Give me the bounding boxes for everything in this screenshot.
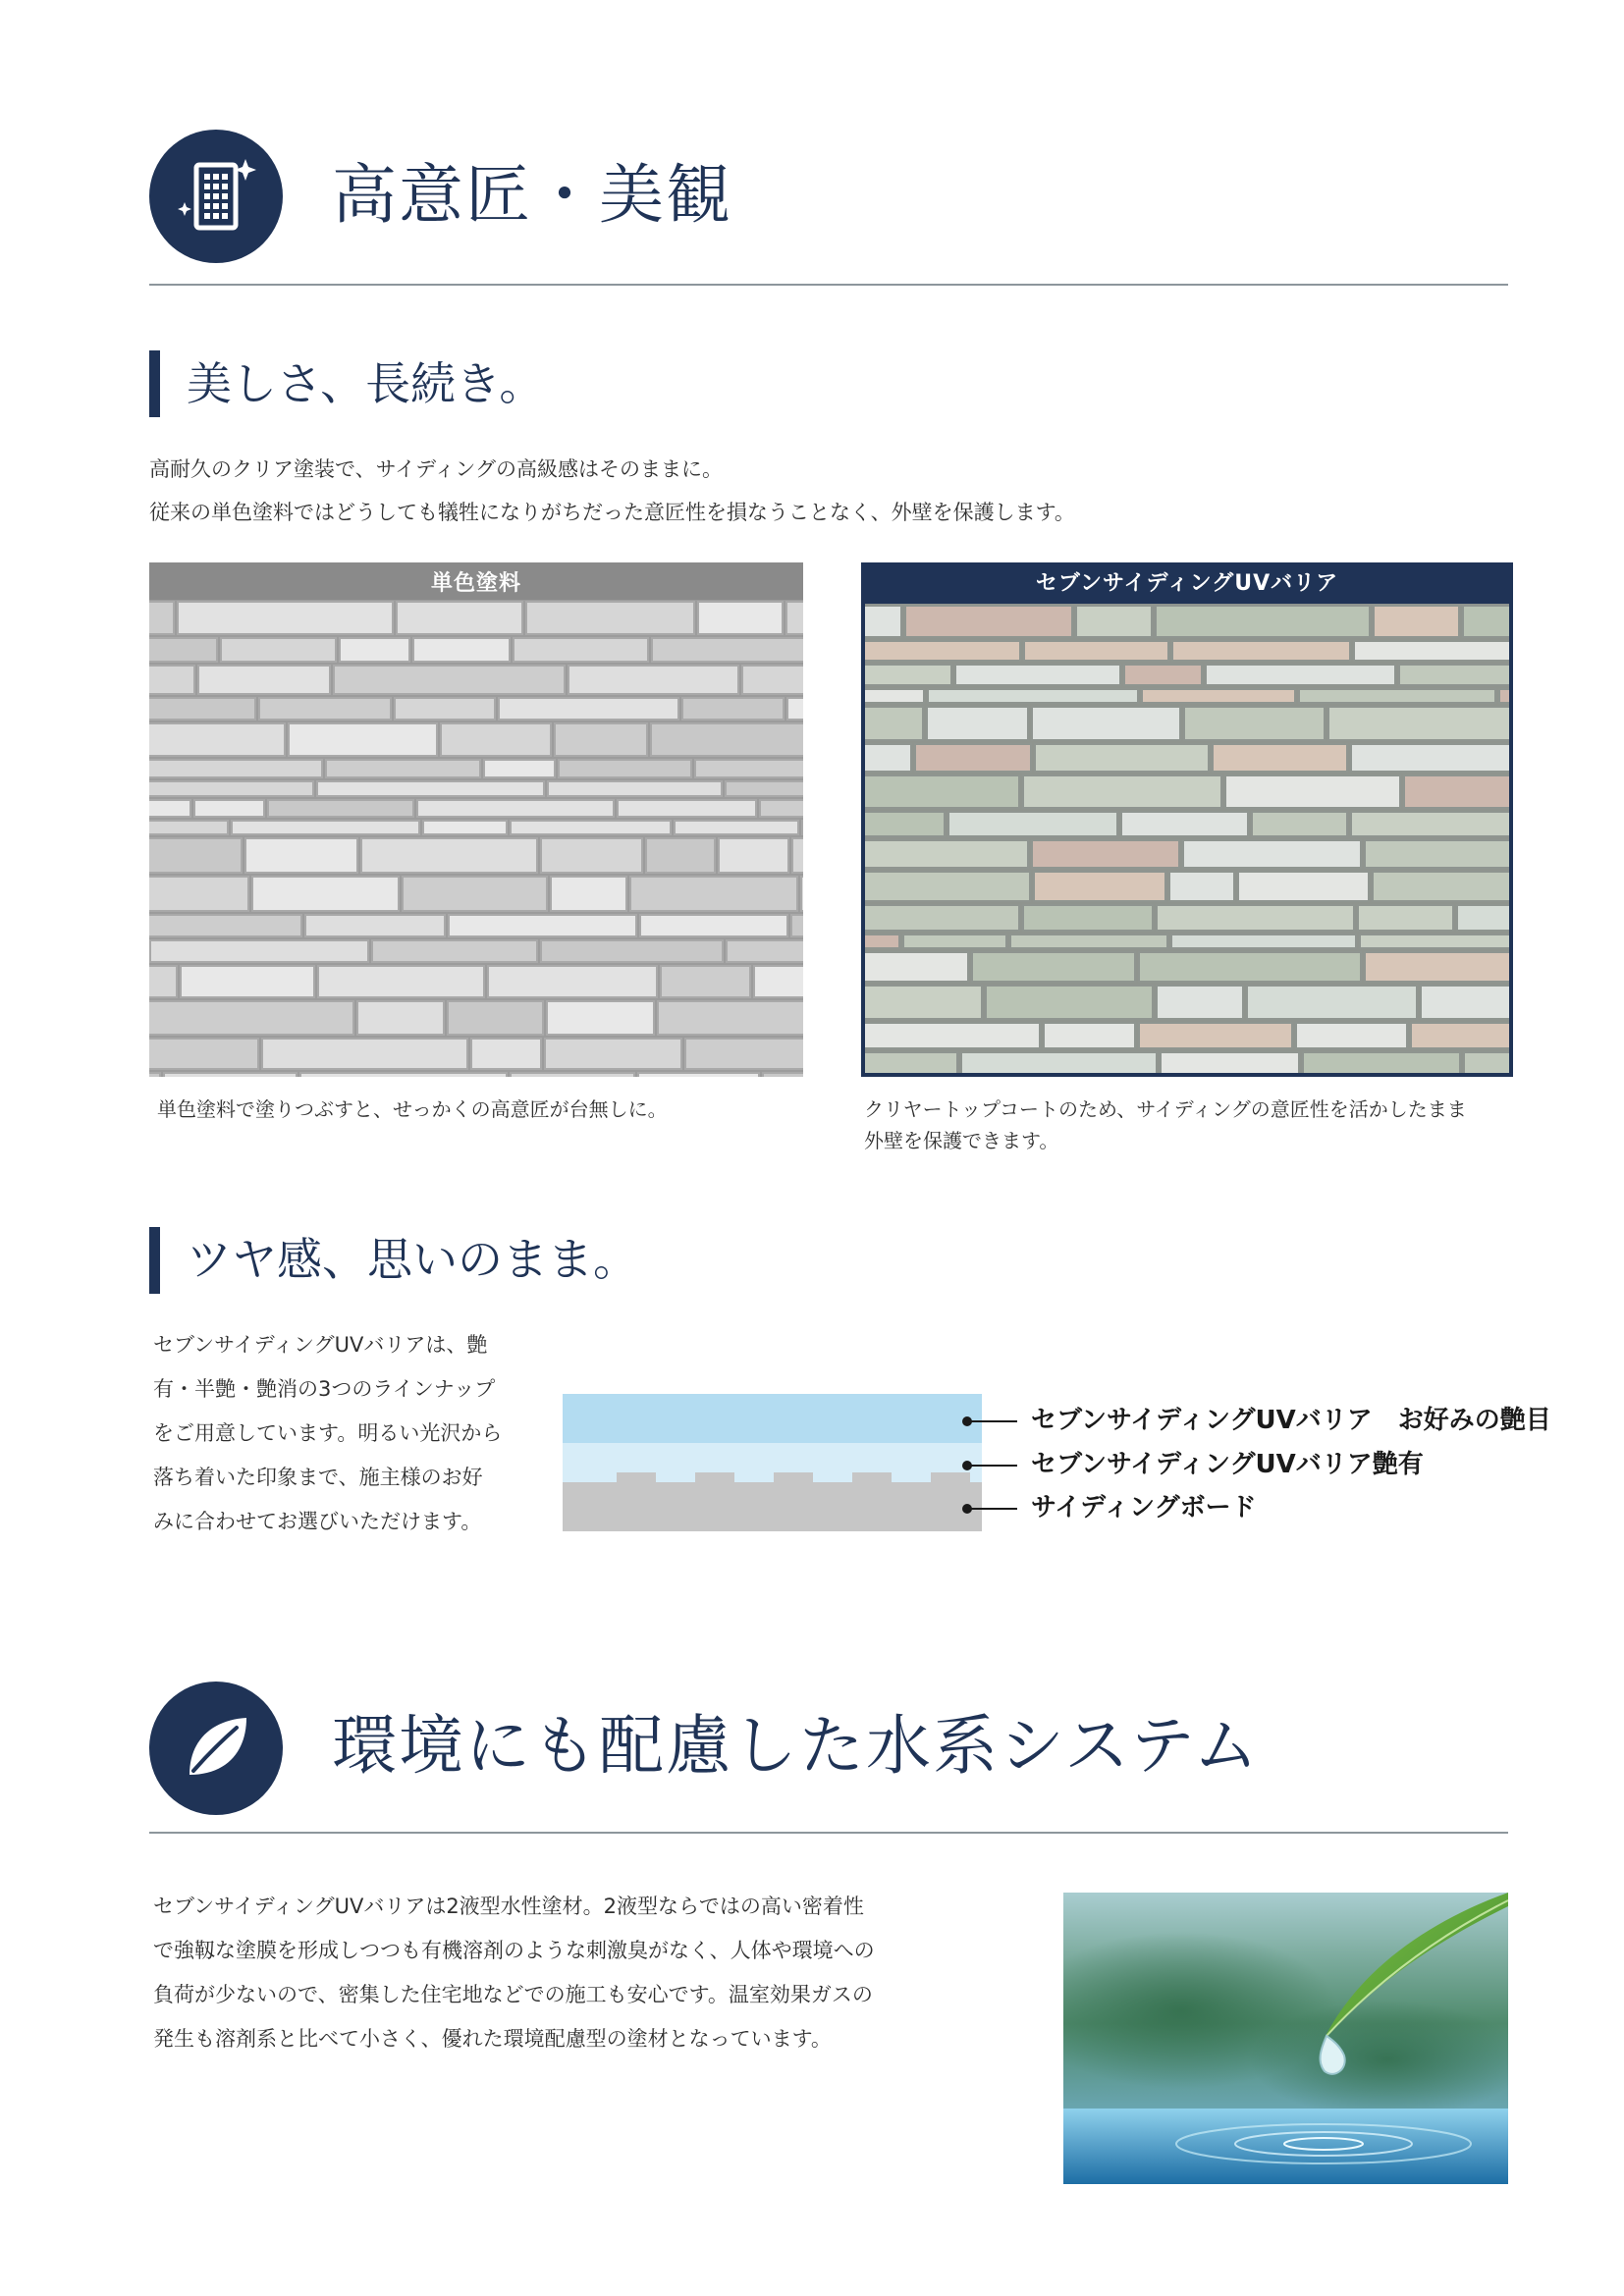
wall-stone (252, 877, 399, 911)
wall-stone (499, 698, 678, 720)
wall-stone (1032, 840, 1179, 868)
wall-stone (698, 602, 783, 634)
wall-stone (149, 698, 255, 720)
wall-stone (1035, 744, 1209, 772)
wall-stone (1044, 1023, 1135, 1048)
wall-stone (791, 915, 803, 936)
wall-stone (395, 698, 495, 720)
wall-stone (865, 665, 951, 685)
wall-stone (1463, 606, 1509, 637)
gray-stone-wall-image (149, 600, 803, 1077)
left-panel-image (149, 600, 803, 1077)
wall-stone (865, 689, 924, 703)
layer-3-label: サイディングボード (1031, 1493, 1257, 1522)
wall-stone (149, 638, 217, 662)
wall-stone (1404, 775, 1509, 808)
wall-stone (488, 966, 657, 997)
wall-stone (1374, 606, 1459, 637)
wall-stone (1299, 689, 1495, 703)
sub1-accent-bar (149, 350, 160, 417)
wall-stone (150, 940, 368, 962)
wall-stone (658, 1001, 803, 1035)
wall-stone (928, 689, 1138, 703)
section2-body-line-1: セブンサイディングUVバリアは2液型水性塗材。2液型ならではの高い密着性 (153, 1895, 864, 1918)
wall-stone (1024, 641, 1168, 661)
leaf-water-drop-image (1063, 1893, 1508, 2184)
wall-stone (787, 698, 803, 720)
wall-stone (514, 638, 648, 662)
wall-stone (548, 781, 722, 796)
wall-stone (1169, 872, 1234, 901)
wall-stone (865, 744, 911, 772)
section2-icon-circle (149, 1682, 283, 1815)
wall-stone (1034, 872, 1165, 901)
wall-stone (149, 602, 174, 634)
wall-stone (541, 940, 723, 962)
wall-stone (1399, 665, 1509, 685)
sub1-body-line-1: 高耐久のクリア塗装で、サイディングの高級感はそのままに。 (149, 457, 724, 481)
wall-stone (1157, 905, 1354, 931)
wall-stone (1183, 840, 1361, 868)
section1-icon-circle (149, 130, 283, 263)
wall-stone (986, 986, 1153, 1019)
wall-stone (194, 800, 264, 817)
wall-stone (198, 666, 330, 694)
wall-stone (727, 940, 803, 962)
wall-stone (547, 1001, 654, 1035)
wall-stone (865, 707, 923, 740)
wall-stone (961, 1052, 1157, 1073)
wall-stone (1161, 1052, 1299, 1073)
wall-stone (972, 952, 1135, 982)
wall-stone (1328, 707, 1509, 740)
wall-stone (1464, 1052, 1509, 1073)
wall-stone (317, 781, 544, 796)
section2-body-line-3: 負荷が少ないので、密集した住宅地などでの施工も安心です。温室効果ガスの (153, 1983, 873, 2006)
wall-stone (511, 1073, 634, 1077)
wall-stone (262, 1039, 467, 1069)
wall-stone (1206, 665, 1395, 685)
right-panel-image (861, 600, 1513, 1077)
wall-stone (865, 1052, 957, 1073)
water-drop-photo (1063, 1893, 1508, 2184)
layer-1-leader (970, 1420, 1017, 1422)
wall-stone (471, 1039, 541, 1069)
wall-stone (865, 840, 1028, 868)
wall-stone (905, 606, 1072, 637)
layer-2-label: セブンサイディングUVバリア艶有 (1031, 1450, 1424, 1479)
wall-stone (334, 666, 565, 694)
wall-stone (555, 723, 647, 756)
left-panel-caption: 単色塗料で塗りつぶすと、せっかくの高意匠が台無しに。 (157, 1097, 668, 1121)
layer-1-label: セブンサイディングUVバリア お好みの艶目 (1031, 1406, 1551, 1435)
layer-2-leader (970, 1465, 1017, 1467)
wall-stone (149, 1073, 160, 1077)
sub2-body-line-5: みに合わせてお選びいただけます。 (153, 1510, 482, 1533)
wall-stone (865, 812, 945, 836)
sub2-heading: ツヤ感、思いのまま。 (187, 1233, 638, 1286)
wall-stone (646, 838, 715, 873)
wall-stone (763, 1073, 803, 1077)
wall-stone (372, 940, 537, 962)
wall-stone (726, 781, 803, 796)
wall-stone (305, 915, 445, 936)
wall-stone (221, 638, 336, 662)
wall-stone (149, 877, 248, 911)
wall-stone (1351, 812, 1509, 836)
wall-stone (326, 760, 480, 777)
wall-stone (1156, 606, 1370, 637)
wall-stone (300, 1073, 507, 1077)
sub2-body-line-3: をご用意しています。明るい光沢から (153, 1421, 503, 1445)
wall-stone (149, 966, 177, 997)
sub2-accent-bar (149, 1227, 160, 1294)
wall-stone (149, 1039, 258, 1069)
wall-stone (927, 707, 1028, 740)
wall-stone (340, 638, 409, 662)
leaf-icon (172, 1704, 260, 1792)
wall-stone (786, 602, 803, 634)
wall-stone (449, 915, 636, 936)
wall-stone (865, 872, 1030, 901)
left-panel-header: 単色塗料 (149, 562, 803, 600)
wall-stone (760, 800, 803, 817)
section2-body-line-4: 発生も溶剤系と比べて小さく、優れた環境配慮型の塗材となっています。 (153, 2027, 832, 2051)
wall-stone (1213, 744, 1347, 772)
sub2-body-line-4: 落ち着いた印象まで、施主様のお好 (153, 1466, 483, 1489)
wall-stone (1303, 1052, 1460, 1073)
layer-cross-section (563, 1394, 982, 1531)
wall-stone (903, 934, 1006, 948)
wall-stone (448, 1001, 543, 1035)
wall-stone (545, 1039, 681, 1069)
coating-layer-diagram (563, 1394, 982, 1531)
right-panel-caption-line-2: 外壁を保護できます。 (864, 1129, 1059, 1152)
wall-stone (1139, 952, 1361, 982)
wall-stone (742, 666, 803, 694)
wall-stone (568, 666, 738, 694)
wall-stone (1238, 872, 1369, 901)
wall-stone (268, 800, 413, 817)
wall-stone (551, 877, 626, 911)
wall-stone (1023, 775, 1221, 808)
wall-stone (1184, 707, 1325, 740)
wall-stone (695, 760, 803, 777)
wall-stone (865, 986, 982, 1019)
wall-stone (1139, 1023, 1292, 1048)
building-sparkle-icon (167, 147, 265, 245)
wall-stone (423, 821, 507, 834)
wall-stone (640, 915, 787, 936)
wall-stone (1411, 1023, 1509, 1048)
wall-stone (149, 915, 301, 936)
wall-stone (1247, 986, 1417, 1019)
wall-stone (181, 966, 314, 997)
wall-stone (526, 602, 694, 634)
wall-stone (245, 838, 357, 873)
wall-stone (441, 723, 551, 756)
wall-stone (1076, 606, 1152, 637)
wall-stone (638, 1073, 759, 1077)
wall-stone (865, 952, 968, 982)
wall-stone (1032, 707, 1180, 740)
wall-stone (149, 800, 190, 817)
color-stone-wall-image (865, 604, 1509, 1073)
wall-stone (865, 1023, 1040, 1048)
sub1-heading: 美しさ、長続き。 (187, 357, 545, 410)
wall-stone (754, 966, 803, 997)
wall-stone (630, 877, 797, 911)
section1-divider (149, 284, 1508, 286)
wall-stone (1360, 934, 1509, 948)
sub2-body-line-1: セブンサイディングUVバリアは、艶 (153, 1333, 488, 1357)
wall-stone (915, 744, 1031, 772)
wall-stone (1354, 641, 1509, 661)
right-panel-header: セブンサイディングUVバリア (861, 562, 1513, 600)
section2-body-line-2: で強靱な塗膜を形成しつつも有機溶剤のような刺激臭がなく、人体や環境への (153, 1939, 875, 1962)
wall-stone (1010, 934, 1167, 948)
wall-stone (652, 638, 803, 662)
wall-stone (719, 838, 788, 873)
wall-stone (149, 821, 228, 834)
wall-stone (661, 966, 750, 997)
wall-stone (149, 666, 194, 694)
wall-stone (1121, 812, 1248, 836)
wall-stone (1142, 689, 1295, 703)
wall-stone (413, 638, 510, 662)
sub1-body-line-2: 従来の単色塗料ではどうしても犠牲になりがちだった意匠性を損なうことなく、外壁を保護します。 (149, 501, 1075, 524)
wall-stone (403, 877, 547, 911)
wall-stone (259, 698, 391, 720)
wall-stone (1252, 812, 1347, 836)
wall-stone (865, 775, 1019, 808)
wall-stone (865, 905, 1019, 931)
wall-stone (801, 877, 803, 911)
wall-stone (865, 641, 1020, 661)
wall-stone (865, 606, 901, 637)
wall-stone (178, 602, 393, 634)
wall-stone (149, 1001, 353, 1035)
wall-stone (149, 781, 313, 796)
wall-stone (1421, 986, 1509, 1019)
wall-stone (541, 838, 642, 873)
wall-stone (618, 800, 756, 817)
section2-divider (149, 1832, 1508, 1834)
wall-stone (149, 760, 322, 777)
layer-3-leader (970, 1508, 1017, 1510)
wall-stone (1351, 744, 1509, 772)
wall-stone (865, 934, 899, 948)
wall-stone (802, 821, 803, 834)
wall-stone (1457, 905, 1509, 931)
wall-stone (1296, 1023, 1407, 1048)
wall-stone (685, 1039, 803, 1069)
wall-stone (164, 1073, 297, 1077)
sub2-body-line-2: 有・半艶・艶消の3つのラインナップ (153, 1377, 496, 1401)
wall-stone (511, 821, 671, 834)
section2-title: 環境にも配慮した水系システム (332, 1708, 1261, 1784)
wall-stone (1365, 840, 1509, 868)
wall-stone (289, 723, 437, 756)
wall-stone (1499, 689, 1509, 703)
wall-stone (1358, 905, 1453, 931)
wall-stone (1171, 934, 1356, 948)
wall-stone (955, 665, 1120, 685)
wall-stone (397, 602, 522, 634)
wall-stone (1373, 872, 1509, 901)
wall-stone (1365, 952, 1509, 982)
wall-stone (1023, 905, 1153, 931)
wall-stone (417, 800, 614, 817)
wall-stone (484, 760, 555, 777)
wall-stone (1172, 641, 1350, 661)
wall-stone (318, 966, 484, 997)
wall-stone (232, 821, 419, 834)
wall-stone (792, 838, 803, 873)
wall-stone (651, 723, 803, 756)
wall-stone (675, 821, 798, 834)
wall-stone (149, 723, 285, 756)
wall-stone (149, 838, 242, 873)
wall-stone (1157, 986, 1243, 1019)
wall-stone (1124, 665, 1202, 685)
wall-stone (948, 812, 1117, 836)
wall-stone (559, 760, 691, 777)
wall-stone (682, 698, 784, 720)
section1-title: 高意匠・美観 (332, 157, 732, 233)
wall-stone (361, 838, 537, 873)
right-panel-caption-line-1: クリヤートップコートのため、サイディングの意匠性を活かしたまま (864, 1097, 1467, 1121)
wall-stone (357, 1001, 444, 1035)
wall-stone (1225, 775, 1400, 808)
